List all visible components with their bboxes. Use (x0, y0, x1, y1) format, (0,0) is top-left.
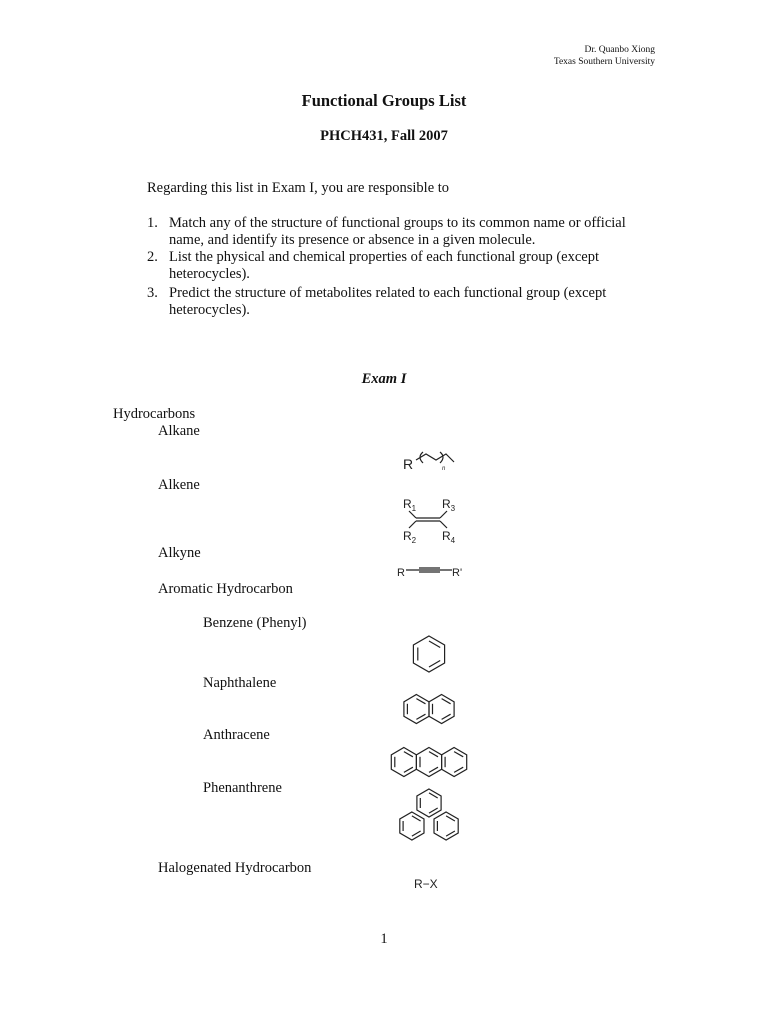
intro-text: Regarding this list in Exam I, you are responsible to (147, 180, 450, 196)
requirement-number: 2. (147, 249, 158, 265)
alkyne-r-label: R (397, 567, 405, 579)
group-label-aromatic: Aromatic Hydrocarbon (158, 581, 293, 597)
group-label-alkane: Alkane (158, 423, 200, 439)
group-label-naphthalene: Naphthalene (203, 675, 277, 691)
group-label-alkyne: Alkyne (158, 545, 201, 561)
alkene-r3-label: $R_3$ (442, 497, 456, 513)
requirement-number: 1. (147, 215, 158, 231)
requirement-text: Match any of the structure of functional groups to its common name or official name, and identify its presence or absence in a given molecule. (169, 215, 626, 248)
section-heading: Exam I (361, 371, 407, 387)
requirement-number: 3. (147, 285, 158, 301)
alkene-r1-label: $R_1$ (403, 497, 417, 513)
group-label-benzene: Benzene (Phenyl) (203, 615, 307, 631)
group-label-phenanthrene: Phenanthrene (203, 780, 282, 796)
page-subtitle: PHCH431, Fall 2007 (320, 128, 448, 144)
group-label-anthracene: Anthracene (203, 727, 270, 743)
group-label-halogenated: Halogenated Hydrocarbon (158, 860, 312, 876)
author-name: Dr. Quanbo Xiong (584, 45, 655, 55)
page-number: 1 (380, 931, 388, 947)
page-title: Functional Groups List (301, 91, 467, 110)
requirement-text: List the physical and chemical properties of each functional group (except heterocycles). (169, 249, 600, 282)
alkene-r4-label: $R_4$ (442, 529, 456, 545)
category-label: Hydrocarbons (113, 406, 196, 422)
halide-label: R−X (414, 877, 438, 891)
alkane-n-label: n (442, 466, 446, 472)
institution-name: Texas Southern University (553, 57, 655, 67)
alkene-r2-label: $R_2$ (403, 529, 417, 545)
alkyne-rprime-label: R' (452, 567, 463, 579)
alkane-r-label: R (403, 456, 414, 472)
requirement-text: Predict the structure of metabolites related to each functional group (except heterocycles). (169, 285, 607, 318)
group-label-alkene: Alkene (158, 477, 200, 493)
